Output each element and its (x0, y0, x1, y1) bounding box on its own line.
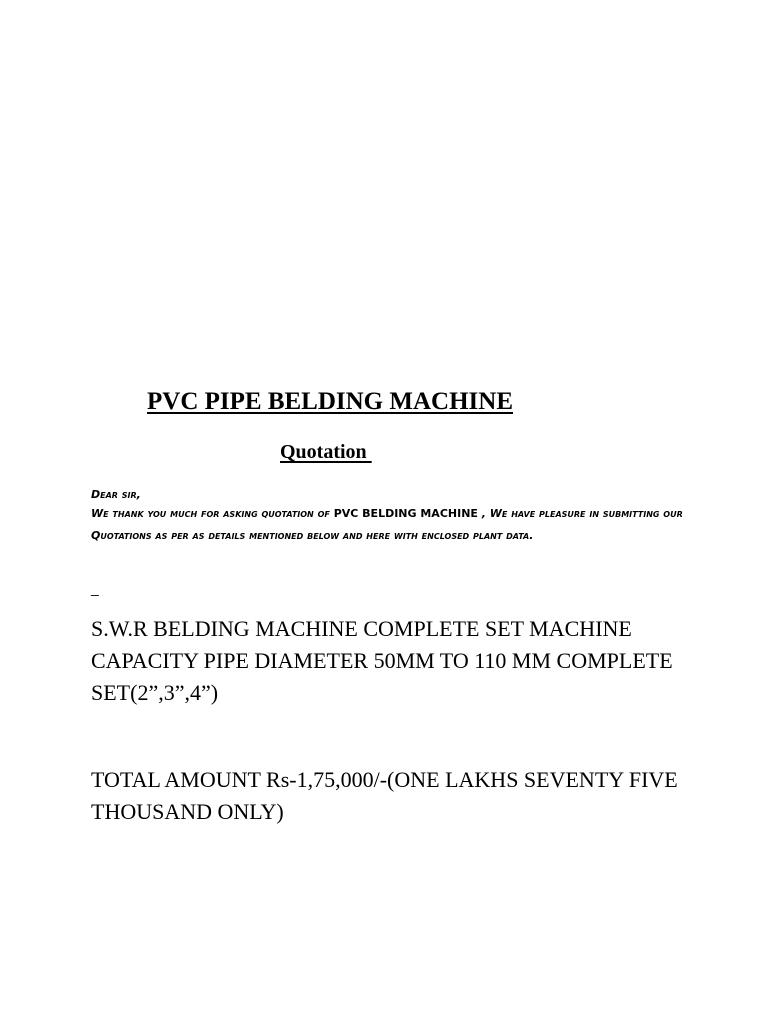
letter-text-part2: , We have pleasure in submitting our Quotations as per as details mentioned below and here with enclosed plant data. (91, 507, 683, 542)
document-subtitle: Quotation (280, 441, 372, 463)
letter-text-part1: We thank you much for asking quotation of (91, 507, 334, 520)
item-description: S.W.R BELDING MACHINE COMPLETE SET MACHINE CAPACITY PIPE DIAMETER 50MM TO 110 MM COMPLETE SET(2”,3”,4”) (91, 616, 673, 705)
total-amount: TOTAL AMOUNT Rs-1,75,000/-(ONE LAKHS SEVENTY FIVE THOUSAND ONLY) (91, 767, 678, 824)
letter-product-name: PVC BELDING MACHINE (333, 507, 478, 520)
letter-body (91, 487, 701, 547)
letter-greeting: Dear sir, (91, 488, 141, 501)
document-title: PVC PIPE BELDING MACHINE (147, 388, 513, 415)
separator-mark: _ (91, 580, 99, 596)
